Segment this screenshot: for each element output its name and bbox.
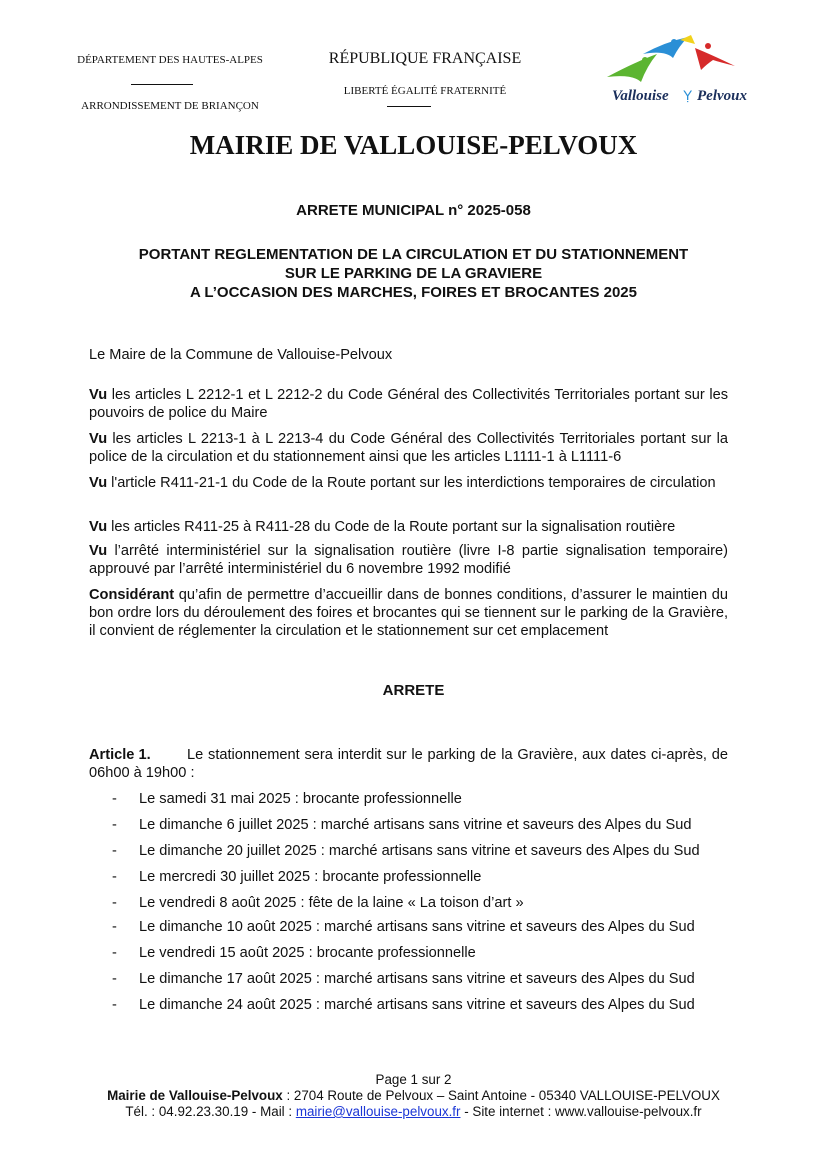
arrondissement-label: ARRONDISSEMENT DE BRIANÇON bbox=[81, 100, 259, 112]
svg-text:Pelvoux: Pelvoux bbox=[697, 88, 747, 104]
list-item-text: Le dimanche 24 août 2025 : marché artisans sans vitrine et saveurs des Alpes du Sud bbox=[139, 997, 695, 1013]
consideration: Vu l’arrêté interministériel sur la signalisation routière (livre I-8 partie signalisation temporaire) approuvé par l’arrêté interministériel du 6 novembre 1992 modifié bbox=[89, 543, 728, 577]
list-item bbox=[112, 970, 695, 988]
list-item bbox=[112, 918, 695, 936]
vallouise-pelvoux-logo bbox=[595, 32, 765, 112]
footer-contact: Tél. : 04.92.23.30.19 - Mail : mairie@vallouise-pelvoux.fr - Site internet : www.vallouise-pelvoux.fr bbox=[125, 1104, 702, 1119]
motto-label: LIBERTÉ ÉGALITÉ FRATERNITÉ bbox=[343, 85, 507, 97]
list-item bbox=[112, 996, 695, 1014]
dash-bullet: - bbox=[112, 997, 117, 1013]
svg-text:Ỵ: Ỵ bbox=[683, 87, 693, 103]
page-number: Page 1 sur 2 bbox=[375, 1072, 452, 1087]
list-item-text: Le dimanche 6 juillet 2025 : marché artisans sans vitrine et saveurs des Alpes du Sud bbox=[139, 817, 692, 833]
article-1: Article 1. Le stationnement sera interdit sur le parking de la Gravière, aux dates ci-après, de 06h00 à 19h00 : bbox=[89, 747, 728, 781]
consideration: Considérant qu’afin de permettre d’accueillir dans de bonnes conditions, d’assurer le maintien du bon ordre lors du déroulement des foires et brocantes qui se tiennent sur le parking de la Gravière, il convient de réglementer la circulation et le stationnement sur cet emplacement bbox=[89, 587, 728, 639]
dash-bullet: - bbox=[112, 971, 117, 987]
decree-subject: PORTANT REGLEMENTATION DE LA CIRCULATION ET DU STATIONNEMENT SUR LE PARKING DE LA GRAVIERE A L’OCCASION DES MARCHES, FOIRES ET BROCANTES 2025 bbox=[138, 246, 689, 301]
consideration: Vu l'article R411-21-1 du Code de la Route portant sur les interdictions temporaires de circulation bbox=[89, 475, 716, 491]
list-item-text: Le samedi 31 mai 2025 : brocante professionnelle bbox=[139, 791, 462, 807]
footer-address: Mairie de Vallouise-Pelvoux : 2704 Route de Pelvoux – Saint Antoine - 05340 VALLOUISE-PELVOUX bbox=[107, 1088, 720, 1103]
consideration: Vu les articles L 2213-1 à L 2213-4 du Code Général des Collectivités Territoriales portant sur la police de la circulation et du stationnement ainsi que les articles L1111-1 à L1111-6 bbox=[89, 431, 728, 465]
list-item bbox=[112, 842, 700, 860]
dash-bullet: - bbox=[112, 895, 117, 911]
dash-bullet: - bbox=[112, 791, 117, 807]
list-item bbox=[112, 944, 476, 962]
consideration: Vu les articles L 2212-1 et L 2212-2 du Code Général des Collectivités Territoriales portant sur les pouvoirs de police du Maire bbox=[89, 387, 728, 421]
email-link[interactable]: mairie@vallouise-pelvoux.fr bbox=[295, 1104, 461, 1119]
dash-bullet: - bbox=[112, 919, 117, 935]
republic-label: RÉPUBLIQUE FRANÇAISE bbox=[328, 50, 522, 67]
list-item-text: Le dimanche 20 juillet 2025 : marché artisans sans vitrine et saveurs des Alpes du Sud bbox=[139, 843, 700, 859]
list-item bbox=[112, 894, 524, 912]
list-item-text: Le mercredi 30 juillet 2025 : brocante professionnelle bbox=[139, 869, 482, 885]
dash-bullet: - bbox=[112, 945, 117, 961]
list-item bbox=[112, 816, 691, 834]
list-item-text: Le vendredi 8 août 2025 : fête de la laine « La toison d’art » bbox=[139, 895, 524, 911]
decree-number: ARRETE MUNICIPAL n° 2025-058 bbox=[296, 202, 531, 219]
divider bbox=[387, 106, 431, 107]
department-label: DÉPARTEMENT DES HAUTES-ALPES bbox=[77, 54, 263, 66]
arrete-heading: ARRETE bbox=[382, 682, 445, 699]
consideration: Vu les articles R411-25 à R411-28 du Code de la Route portant sur la signalisation routière bbox=[89, 519, 676, 535]
page-title: MAIRIE DE VALLOUISE-PELVOUX bbox=[189, 130, 638, 160]
intro-text: Le Maire de la Commune de Vallouise-Pelvoux bbox=[89, 347, 393, 363]
svg-text:Vallouise: Vallouise bbox=[612, 88, 669, 104]
list-item bbox=[112, 868, 481, 886]
list-item-text: Le dimanche 17 août 2025 : marché artisans sans vitrine et saveurs des Alpes du Sud bbox=[139, 971, 695, 987]
dash-bullet: - bbox=[112, 817, 117, 833]
list-item-text: Le vendredi 15 août 2025 : brocante professionnelle bbox=[139, 945, 476, 961]
list-item-text: Le dimanche 10 août 2025 : marché artisans sans vitrine et saveurs des Alpes du Sud bbox=[139, 919, 695, 935]
dash-bullet: - bbox=[112, 843, 117, 859]
list-item bbox=[112, 790, 462, 808]
dash-bullet: - bbox=[112, 869, 117, 885]
divider bbox=[131, 84, 193, 85]
